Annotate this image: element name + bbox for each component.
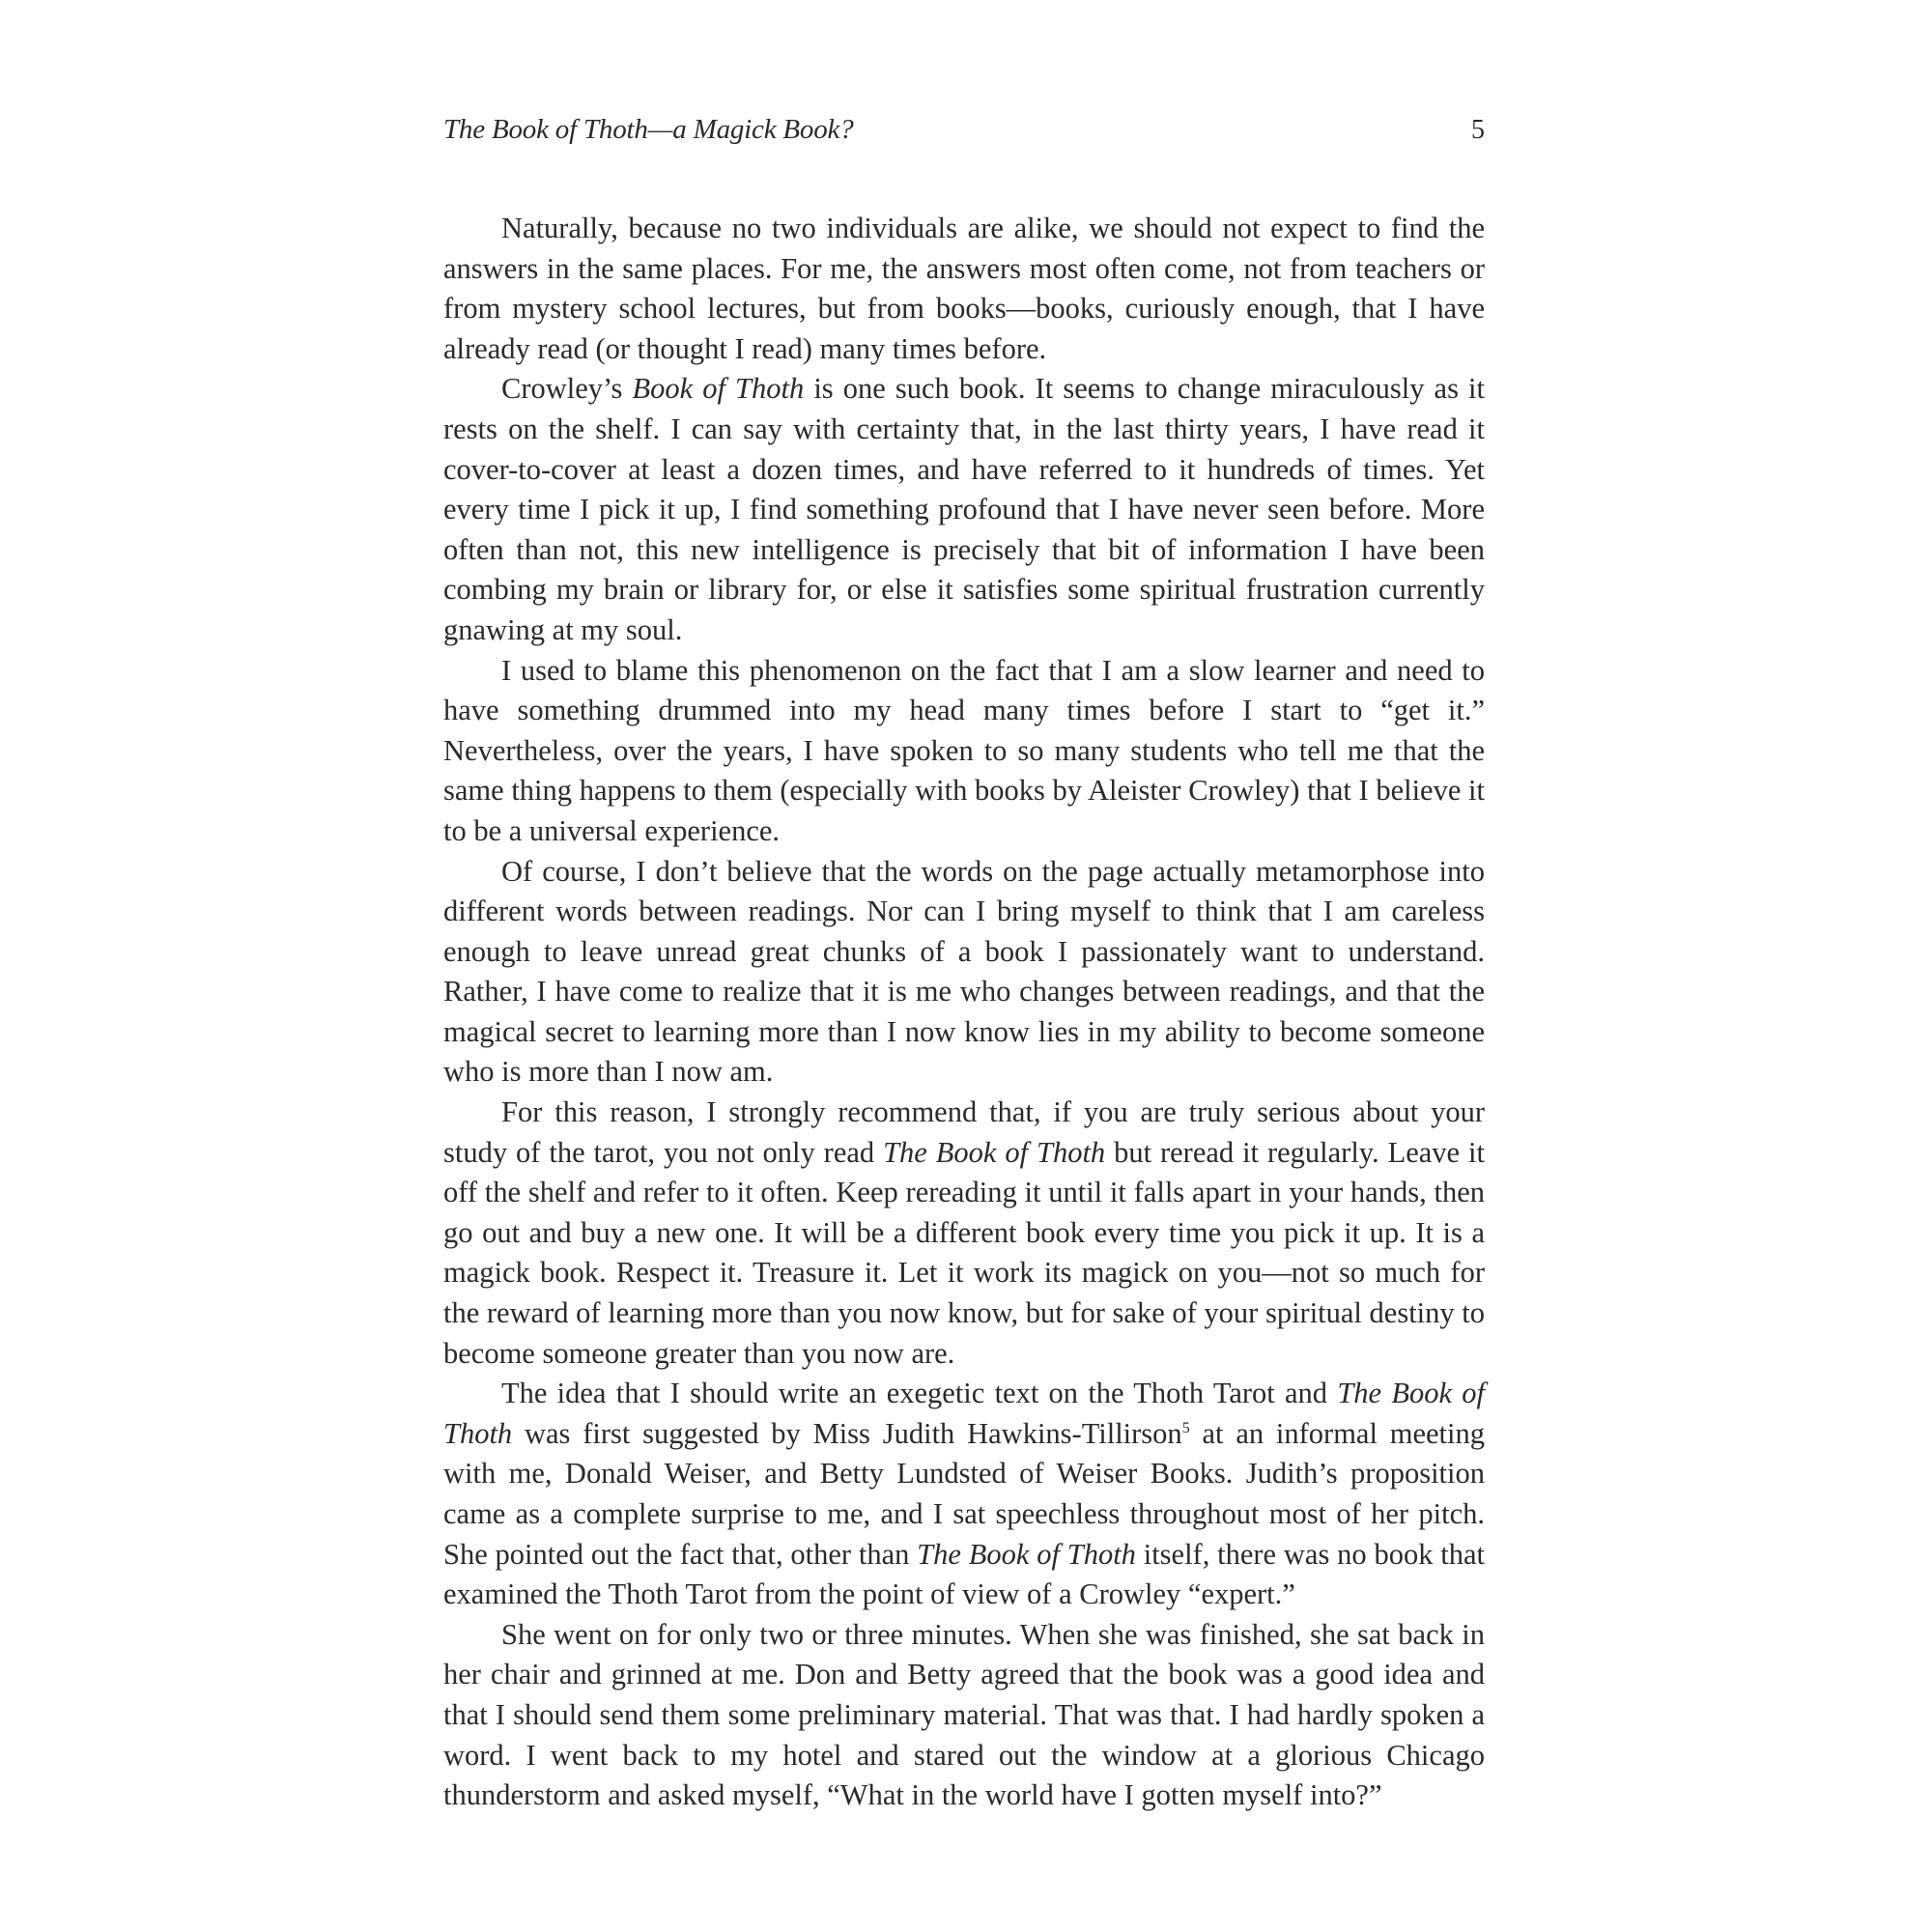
book-page bbox=[443, 114, 1485, 1816]
text-run: at an informal meeting with me, Donald Weiser, and Betty Lundsted of Weiser Books. Judith’s proposition came as a complete surprise to me, and I sat speechless throughout most of her pitch. She pointed out the fact that, other than bbox=[443, 1416, 1485, 1571]
text-run: Of course, I don’t believe that the words on the page actually metamorphose into different words between readings. Nor can I bring myself to think that I am careless enough to leave unread great chunks of a book I passionately want to understand. Rather, I have come to realize that it is me who changes between readings, and that the magical secret to learning more than I now know lies in my ability to become someone who is more than I now am. bbox=[443, 854, 1485, 1089]
text-run: itself, there was no book that examined the Thoth Tarot from the point of view of a Crowley “expert.” bbox=[443, 1537, 1485, 1611]
book-title-italic: The Book of Thoth bbox=[883, 1135, 1106, 1169]
text-run: is one such book. It seems to change miraculously as it rests on the shelf. I can say with certainty that, in the last thirty years, I have read it cover-to-cover at least a dozen times, and have referred to it hundreds of times. Yet every time I pick it up, I find something profound that I have never seen before. More often than not, this new intelligence is precisely that bit of information I have been combing my brain or library for, or else it satisfies some spiritual frustration currently gnawing at my soul. bbox=[443, 372, 1485, 646]
paragraph-7 bbox=[443, 1615, 1485, 1816]
body-text bbox=[443, 209, 1485, 1816]
paragraph-5 bbox=[443, 1093, 1485, 1374]
text-run: Crowley’s bbox=[501, 372, 633, 406]
text-run: was first suggested by Miss Judith Hawkins-Tillirson bbox=[512, 1416, 1182, 1450]
text-run: I used to blame this phenomenon on the fact that I am a slow learner and need to have something drummed into my head many times before I start to “get it.” Nevertheless, over the years, I have spoken to so many students who tell me that the same thing happens to them (especially with books by Aleister Crowley) that I believe it to be a universal experience. bbox=[443, 653, 1485, 847]
paragraph-4 bbox=[443, 852, 1485, 1094]
running-head bbox=[443, 114, 1485, 153]
paragraph-6 bbox=[443, 1374, 1485, 1615]
text-run: She went on for only two or three minutes. When she was finished, she sat back in her chair and grinned at me. Don and Betty agreed that the book was a good idea and that I should send them some preliminary material. That was that. I had hardly spoken a word. I went back to my hotel and stared out the window at a glorious Chicago thunderstorm and asked myself, “What in the world have I gotten myself into?” bbox=[443, 1617, 1485, 1812]
paragraph-2 bbox=[443, 369, 1485, 650]
text-run: For this reason, I strongly recommend that, if you are truly serious about your study of the tarot, you not only read bbox=[443, 1095, 1485, 1169]
book-title-italic: Book of Thoth bbox=[632, 372, 805, 406]
page-number: 5 bbox=[1471, 115, 1485, 145]
paragraph-3 bbox=[443, 651, 1485, 852]
book-title-italic: The Book of Thoth bbox=[443, 1377, 1485, 1450]
text-run: but reread it regularly. Leave it off the shelf and refer to it often. Keep rereading it until it falls apart in your hands, then go out and buy a new one. It will be a different book every time you pick it up. It is a magick book. Respect it. Treasure it. Let it work its magick on you—not so much for the reward of learning more than you now know, but for sake of your spiritual destiny to become someone greater than you now are. bbox=[443, 1135, 1485, 1370]
book-title-italic: The Book of Thoth bbox=[917, 1537, 1136, 1571]
text-run: Naturally, because no two individuals are alike, we should not expect to find the answers in the same places. For me, the answers most often come, not from teachers or from mystery school lectures, but from books—books, curiously enough, that I have already read (or thought I read) many times before. bbox=[443, 212, 1485, 365]
paragraph-1 bbox=[443, 209, 1485, 369]
footnote-marker[interactable]: 5 bbox=[1181, 1419, 1190, 1436]
text-run: The idea that I should write an exegetic text on the Thoth Tarot and bbox=[501, 1377, 1338, 1410]
running-title: The Book of Thoth—a Magick Book? bbox=[443, 114, 854, 145]
